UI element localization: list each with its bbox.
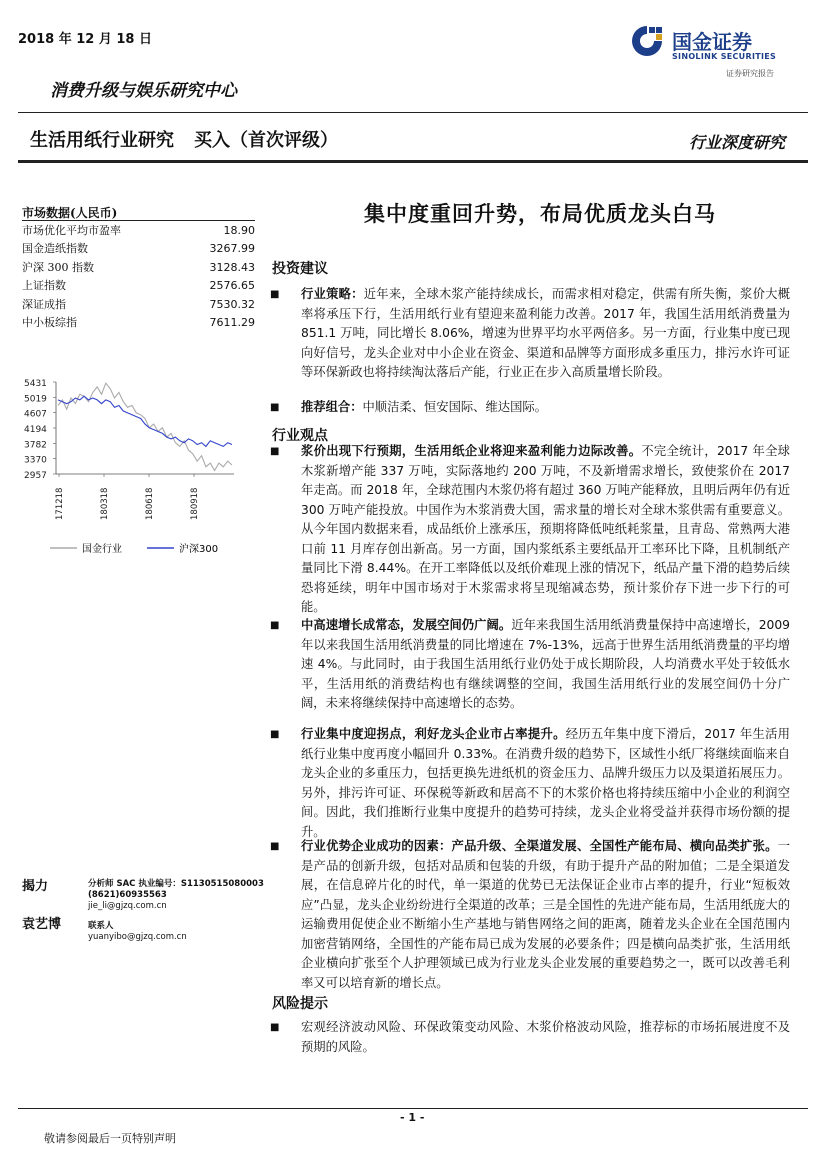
bullet-icon: ■ <box>270 841 280 852</box>
y-tick-label: 4194 <box>24 425 47 435</box>
analyst-name: 揭力 <box>22 879 49 894</box>
bullet-icon: ■ <box>270 620 280 631</box>
market-data-title: 市场数据(人民币) <box>22 206 118 220</box>
bullet-icon: ■ <box>270 446 280 457</box>
rating: 买入（首次评级） <box>194 130 338 151</box>
contact-name: 袁艺博 <box>22 917 62 932</box>
x-tick-label: 171218 <box>55 487 65 520</box>
market-data-table <box>22 222 255 332</box>
view-paragraph-growth: ■ 中高速增长成常态，发展空间仍广阔。近年来我国生活用纸消费量保持中高速增长，2009 年以来我国生活用纸消费量的同比增速在 7%-13%，远高于世界生活用纸消费量的平均增速 4%。与此同时，由于我国生活用纸行业仍处于成长期阶段，人均消费水平处于较低水平，生活用纸的消费结构也有继续调整的空间，我国生活用纸行业的发展空间仍十分广阔，未来将继续保持中高速增长的态势。 <box>270 618 790 710</box>
market-data-row: 沪深 300 指数 3128.43 <box>22 260 255 274</box>
y-tick-label: 4607 <box>24 409 47 420</box>
bullet-icon: ■ <box>270 289 280 300</box>
x-tick-label: 180918 <box>190 487 200 520</box>
footer-disclaimer-note: 敬请参阅最后一页特别声明 <box>44 1132 176 1145</box>
y-tick-label: 3782 <box>24 440 47 451</box>
market-data-row: 国金造纸指数 3267.99 <box>22 242 255 256</box>
views-heading: 行业观点 <box>272 428 328 444</box>
contact-info: 联系人 yuanyibo@gjzq.com.cn <box>88 921 187 942</box>
x-tick-label: 180618 <box>145 487 155 520</box>
footer-divider <box>18 1108 808 1109</box>
logo-chinese-name: 国金证券 <box>672 30 752 54</box>
sinolink-logo-icon <box>630 24 664 58</box>
risk-heading: 风险提示 <box>272 996 328 1012</box>
analyst-email[interactable]: jie_li@gjzq.com.cn <box>88 901 167 911</box>
research-center: 消费升级与娱乐研究中心 <box>50 81 237 101</box>
header-divider-bottom <box>18 160 808 163</box>
x-tick-label: 180318 <box>100 487 110 520</box>
market-data-row: 上证指数 2576.65 <box>22 279 255 293</box>
market-data-divider <box>22 220 255 221</box>
page-number: - 1 - <box>400 1111 425 1124</box>
report-title: 集中度重回升势，布局优质龙头白马 <box>364 201 716 226</box>
y-tick-label: 2957 <box>24 471 47 481</box>
header-industry-row <box>30 126 338 152</box>
series-line-hs300 <box>58 396 232 446</box>
y-tick-label: 5431 <box>24 379 47 389</box>
logo-subtitle: 证券研究报告 <box>726 69 774 78</box>
analyst-info: 分析师 SAC 执业编号：S1130515080003 (8621)60935563 jie_li@gjzq.com.cn <box>88 879 264 911</box>
report-date: 2018 年 12 月 18 日 <box>18 32 152 47</box>
view-paragraph-success-factors: ■ 行业优势企业成功的因素：产品升级、全渠道发展、全国性产能布局、横向品类扩张。一是产品的创新升级，包括对品质和包装的升级，有助于提升产品的附加值；二是全渠道发展，在信息碎片化的时代，单一渠道的优势已无法保证企业市占率的提升，行业“短板效应”凸显，龙头企业纷纷进行全渠道的改革；三是全国性的先进产能布局，生活用纸庞大的运输费用促使企业不断缩小生产基地与销售网络之间的距离，随着龙头企业在全国范围内加密营销网络，全国性的产能布局已成为发展的必要条件；四是横向品类扩张，生活用纸企业横向扩张至个人护理领域已成为行业龙头企业发展的重要趋势之一，既可以改善毛利率又可以培育新的增长点。 <box>270 839 790 990</box>
company-logo <box>630 22 815 82</box>
invest-strategy-paragraph: ■ 行业策略：近年来，全球木浆产能持续成长，而需求相对稳定，供需有所失衡，浆价大概率将承压下行，生活用纸行业有望迎来盈利能力改善。2017 年，我国生活用纸消费量为 851.1 万吨，同比增长 8.06%，增速为世界平均水平两倍多。另一方面，行业集中度已现向好信号，龙头企业对中小企业在资金、渠道和品牌等方面形成多重压力，排污水许可证等环保新政也将持续淘汰落后产能，行业正在步入高质量增长阶段。 <box>270 287 790 379</box>
index-comparison-chart <box>22 370 262 545</box>
contact-email[interactable]: yuanyibo@gjzq.com.cn <box>88 932 187 942</box>
report-type: 行业深度研究 <box>688 133 785 152</box>
view-paragraph-concentration: ■ 行业集中度迎拐点，利好龙头企业市占率提升。经历五年集中度下滑后，2017 年生活用纸行业集中度再度小幅回升 0.33%。在消费升级的趋势下，区域性小纸厂将继续面临来自龙头企业的多重压力，包括更换先进纸机的资金压力、品牌升级压力以及渠道拓展压力。另外，排污许可证、环保税等新政和居高不下的木浆价格也将持续压缩中小企业的利润空间。因此，我们推断行业集中度提升的趋势可持续，龙头企业将受益并获得市场份额的提升。 <box>270 727 790 839</box>
market-data-row: 深证成指 7530.32 <box>22 297 255 311</box>
legend-label-industry: 国金行业 <box>82 544 122 555</box>
bullet-icon: ■ <box>270 1022 280 1033</box>
bullet-icon: ■ <box>270 402 280 413</box>
logo-english-name: SINOLINK SECURITIES <box>672 52 777 61</box>
invest-portfolio-paragraph: ■ 推荐组合：中顺洁柔、恒安国际、维达国际。 <box>270 398 790 418</box>
market-data-row: 市场优化平均市盈率 18.90 <box>22 224 255 237</box>
y-tick-label: 5019 <box>24 394 47 405</box>
view-paragraph-pulp: ■ 浆价出现下行预期，生活用纸企业将迎来盈利能力边际改善。不完全统计，2017 年全球木浆新增产能 337 万吨，实际落地约 200 万吨，不及新增需求增长，致使浆价在 2017 年走高。而 2018 年，全球范围内木浆仍将有超过 360 万吨产能释放，且明后两年仍有近 300 万吨产能投放。中国作为木浆消费大国，需求量的增长对全球木浆供需有重要意义。从今年国内数据来看，成品纸价上涨承压，预期将降低吨纸耗浆量，且青岛、常熟两大港口前 11 月库存创出新高。另一方面，国内浆纸系主要纸品开工率环比下降，且机制纸产量同比下滑 8.44%。在开工率降低以及纸价难现上涨的情况下，纸品产量下滑的趋势后续恐将延续，明年中国市场对于木浆需求将呈现缩减态势，预计浆价存下进一步下行的可能。 <box>270 444 790 614</box>
bullet-icon: ■ <box>270 729 280 740</box>
header-divider-top <box>18 112 808 113</box>
chart-legend <box>22 540 262 556</box>
legend-label-hs300: 沪深300 <box>179 544 219 555</box>
y-tick-label: 3370 <box>24 455 47 466</box>
industry-name: 生活用纸行业研究 <box>30 130 174 151</box>
risk-paragraph: ■ 宏观经济波动风险、环保政策变动风险、木浆价格波动风险，推荐标的市场拓展进度不及预期的风险。 <box>270 1020 790 1054</box>
market-data-row: 中小板综指 7611.29 <box>22 315 255 329</box>
invest-heading: 投资建议 <box>272 261 328 277</box>
